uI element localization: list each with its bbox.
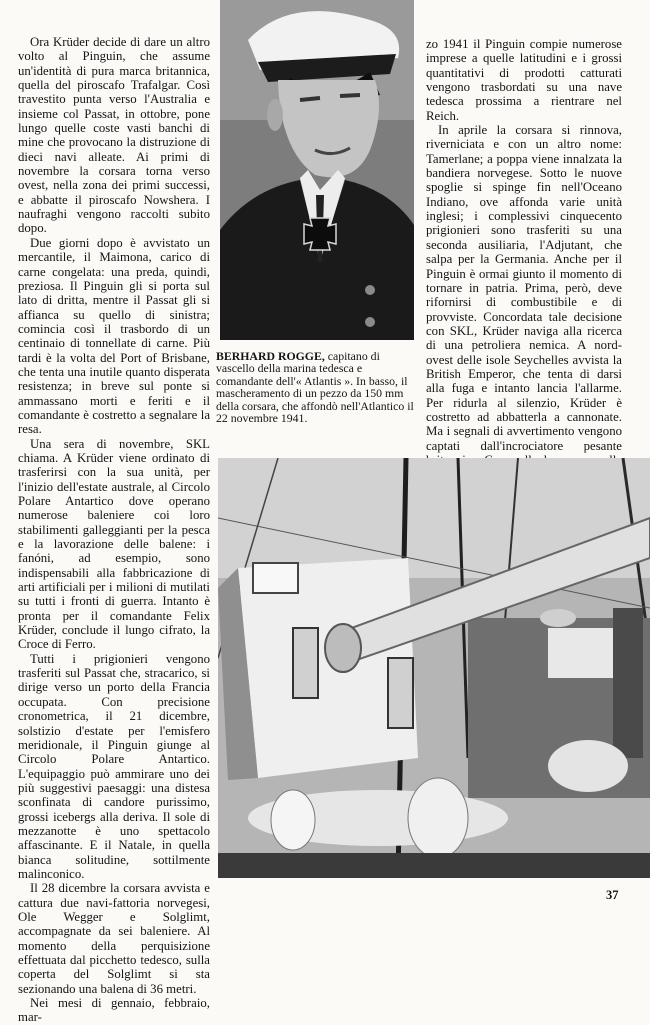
- paragraph: Il 28 dicembre la corsara avvista e cattura due navi-fattoria norvegesi, Ole Wegger e Solglimt, accompagnate da sei baleniere. Al momento della perquisizione effettuata dal picchetto tedesco, sulla coperta del Solglimt si sta sezionando una balena di 36 metri.: [18, 881, 210, 996]
- paragraph: Nei mesi di gennaio, febbraio, mar-: [18, 996, 210, 1025]
- article-column-right: [426, 37, 622, 510]
- portrait-photo: [220, 0, 414, 340]
- paragraph: Una sera di novembre, SKL chiama. A Krüder viene ordinato di trasferirsi con la sua unità, per l'inizio dell'estate australe, al Circolo Polare Antartico dove operano numerose baleniere coi loro stabilimenti galleggianti per la pesca e la lavorazione delle balene: i fanóni, ad esempio, sono indispensabili alla fabbricazione di arti artificiali per i milioni di mutilati su tutti i fronti di guerra. Intanto è pronta per il comandante Felix Krüder, conclude il lungo cifrato, la Croce di Ferro.: [18, 436, 210, 652]
- paragraph: zo 1941 il Pinguin compie numerose imprese a quelle latitudini e i grossi quantitativi di prodotti catturati vengono trasbordati su una nave tedesca prossima a rientrare nel Reich.: [426, 37, 622, 123]
- photo-caption: [216, 350, 421, 424]
- paragraph: Ora Krüder decide di dare un altro volto al Pinguin, che assume un'identità di pura marca britannica, quella del piroscafo Trafalgar. Così travestito punta verso l'Australia e insieme col Passat, in ottobre, pone lungo quelle coste vasti banchi di mine che provocano la distruzione di dieci navi alleate. Ai primi di novembre la corsara torna verso ovest, nella zona dei primi successi, e abbatte il piroscafo Nowshera. I naufraghi vengono raccolti subito dopo.: [18, 35, 210, 236]
- paragraph: Due giorni dopo è avvistato un mercantile, il Maimona, carico di carne congelata: una preda, quindi, preziosa. Il Pinguin gli si porta sul lato di dritta, mentre il Passat gli si affianca su quello di sinistra; comincia così il trasbordo di un centinaio di tonnellate di carne. Più tardi è la volta del Port of Brisbane, che tenta una inutile quanto disperata resistenza; in breve sul ponte si ammassano morti e feriti e il comandante è costretto a segnalare la resa.: [18, 235, 210, 437]
- article-column-left: [18, 35, 210, 1025]
- page-number: 37: [606, 888, 619, 902]
- paragraph: Tutti i prigionieri vengono trasferiti sul Passat che, stracarico, si dirige verso un porto della Francia occupata. Con precisione cronometrica, il 21 dicembre, solstizio d'estate per l'emisfero meridionale, il Pinguin giunge al Circolo Polare Antartico. L'equipaggio può ammirare uno dei più suggestivi paesaggi: una distesa sconfinata di candore purissimo, grossi icebergs alla deriva. Il sole di mezzanotte è uno spettacolo affascinante. E il Natale, in quella bianca solitudine, sottilmente malinconico.: [18, 651, 210, 881]
- caption-name: BERHARD ROGGE,: [216, 349, 325, 363]
- paragraph: In aprile la corsara si rinnova, riverniciata e con un altro nome: Tamerlane; a poppa viene innalzata la bandiera norvegese. Sotto le nuove spoglie si spinge fin nell'Oceano Indiano, ove affonda varie unità inglesi; i complessivi cinquecento prigionieri sono trasferiti su una seconda ausiliaria, l'Adjutant, che salpa per la Germania. Anche per il Pinguin è ormai giunto il momento di tornare in patria. Prima, però, deve rifornirsi di combustibile e di provviste. Concordata tale decisione con SKL, Krüder naviga alla ricerca di una petroliera nemica. A nord-ovest delle isole Seychelles avvista la British Emperor, che tenta di darsi alla fuga e intanto lancia l'allarme. Per ridurla al silenzio, Krüder è costretto ad abbatterla a cannonate. Ma i segnali di avvertimento vengono captati dall'incrociatore pesante: [426, 123, 622, 453]
- caption-text: capitano di vascello della marina tedesca e comandante dell'« Atlantis ». In basso, il mascheramento di un pezzo da 150 mm della corsara, che affondò nell'Atlantico il 22 novembre 1941.: [216, 349, 414, 426]
- ship-gun-photo: [218, 458, 650, 878]
